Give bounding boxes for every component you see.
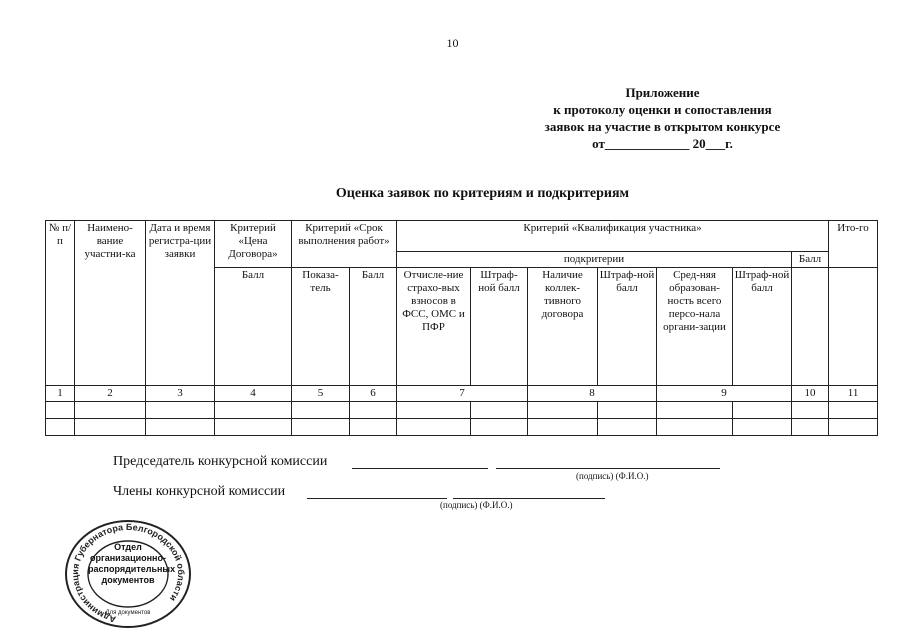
header-term-indicator: Показа-тель [292, 268, 350, 386]
chairman-signature-line [352, 468, 488, 469]
col-number: 6 [350, 386, 397, 402]
members-label: Члены конкурсной комиссии [113, 484, 286, 499]
stamp-center-text: Отдел организационно-распорядительных документов [88, 542, 176, 585]
header-sub-insurance: Отчисле-ние страхо-вых взносов в ФСС, ОМС и ПФР [397, 268, 471, 386]
header-price-criterion: Критерий «Цена Договора» [215, 221, 292, 268]
header-subcriteria: подкритерии [397, 252, 792, 268]
appendix-header [505, 84, 820, 152]
col-number: 2 [75, 386, 146, 402]
col-number: 3 [146, 386, 215, 402]
header-sub-penalty-1: Штраф-ной балл [471, 268, 528, 386]
header-name: Наимено-вание участни-ка [75, 221, 146, 386]
header-sub-education: Сред-няя образован-ность всего персо-нала органи-зации [657, 268, 733, 386]
col-number: 10 [792, 386, 829, 402]
table-row [46, 402, 878, 419]
members-signature-line [307, 498, 447, 499]
page-number: 10 [446, 36, 459, 50]
header-sub-penalty-3: Штраф-ной балл [733, 268, 792, 386]
appendix-line-2: к протоколу оценки и сопоставления [553, 102, 772, 117]
header-term-score: Балл [350, 268, 397, 386]
col-number: 9 [657, 386, 792, 402]
header-term-criterion: Критерий «Срок выполнения работ» [292, 221, 397, 268]
chairman-caption: (подпись) (Ф.И.О.) [576, 471, 649, 481]
header-total: Ито-го [829, 221, 878, 268]
col-number: 1 [46, 386, 75, 402]
members-name-line [453, 498, 605, 499]
col-number: 4 [215, 386, 292, 402]
header-price-score: Балл [215, 268, 292, 386]
appendix-date-line: от_____________ 20___г. [592, 136, 733, 151]
document-title: Оценка заявок по критериям и подкритериям [335, 186, 630, 201]
evaluation-table [45, 220, 878, 436]
header-total-cell [829, 268, 878, 386]
header-qualification-criterion: Критерий «Квалификация участника» [397, 221, 829, 252]
col-number: 8 [528, 386, 657, 402]
col-number: 5 [292, 386, 350, 402]
chairman-name-line [496, 468, 720, 469]
header-sub-penalty-2: Штраф-ной балл [598, 268, 657, 386]
col-number: 11 [829, 386, 878, 402]
official-stamp [62, 518, 194, 630]
column-number-row [46, 386, 878, 402]
appendix-line-3: заявок на участие в открытом конкурсе [544, 119, 781, 134]
stamp-bottom-text: Для документов [105, 610, 151, 616]
table-row [46, 419, 878, 436]
col-number: 7 [397, 386, 528, 402]
appendix-line-1: Приложение [625, 85, 700, 100]
header-datetime: Дата и время регистра-ции заявки [146, 221, 215, 386]
header-qual-score: Балл [792, 252, 829, 268]
members-caption: (подпись) (Ф.И.О.) [440, 500, 513, 510]
chairman-label: Председатель конкурсной комиссии [113, 454, 328, 469]
header-num: № п/п [46, 221, 75, 386]
header-sub-collective-agreement: Наличие коллек-тивного договора [528, 268, 598, 386]
stamp-ring-text: Администрация Губернатора Белгородской области [69, 521, 187, 625]
header-qual-score-cell [792, 268, 829, 386]
